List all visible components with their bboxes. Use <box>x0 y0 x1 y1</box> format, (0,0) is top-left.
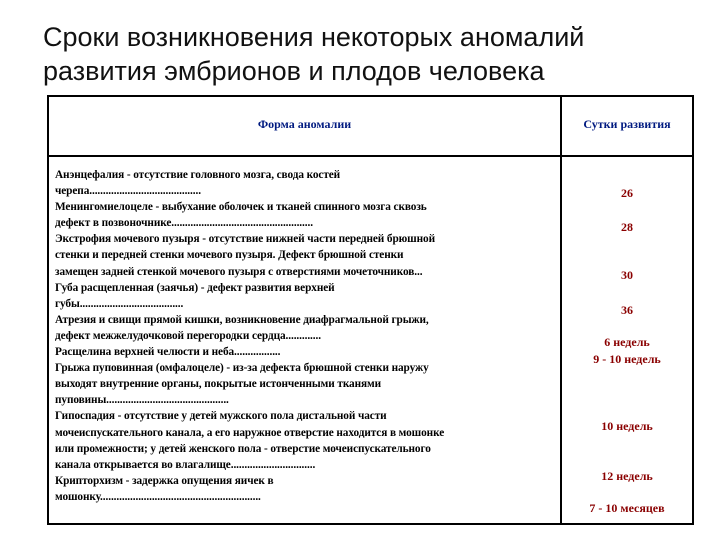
value-hypospadias: 12 недель <box>601 469 653 483</box>
value-rectal-atresia: 6 недель <box>604 335 650 349</box>
table-row-line: или промежности; у детей женского пола - отверстие мочеиспускательного <box>55 442 431 455</box>
table-row-line: дефект межжелудочковой перегородки сердца............. <box>55 329 321 342</box>
title-line-2: развития эмбрионов и плодов человека <box>43 56 545 86</box>
table-row-line: губы...................................... <box>55 297 184 310</box>
table-row-line: Крипторхизм - задержка опущения яичек в <box>55 474 274 487</box>
header-anomaly-form: Форма аномалии <box>257 117 352 131</box>
table-row-line: мочеиспускательного канала, а его наружное отверстие находится в мошонке <box>55 426 445 439</box>
table-row-line: стенки и передней стенки мочевого пузыря. Дефект брюшной стенки <box>55 249 404 262</box>
table-row-line: Анэнцефалия - отсутствие головного мозга, свода костей <box>55 169 341 181</box>
slide-title <box>43 20 703 88</box>
header-divider <box>49 155 692 157</box>
anomaly-table <box>47 95 694 525</box>
table-row-line: дефект в позвоночнике.................................................... <box>55 217 313 230</box>
header-development-days: Сутки развития <box>583 117 671 131</box>
value-meningomyelocele: 28 <box>621 220 633 234</box>
value-anencephaly: 26 <box>621 186 633 200</box>
value-cleft-palate: 9 - 10 недель <box>593 352 661 366</box>
table-row-line: канала открывается во влагалище............................... <box>55 458 316 471</box>
anomaly-descriptions <box>55 167 557 505</box>
table-row-line: Губа расщепленная (заячья) - дефект развития верхней <box>55 281 335 294</box>
table-row-line: Расщелина верхней челюсти и неба................. <box>55 346 281 359</box>
table-row-line: Менингомиелоцеле - выбухание оболочек и тканей спинного мозга сквозь <box>55 201 427 214</box>
table-row-line: Грыжа пуповинная (омфалоцеле) - из-за дефекта брюшной стенки наружу <box>55 362 429 375</box>
table-row-line: Экстрофия мочевого пузыря - отсутствие нижней части передней брюшной <box>55 233 435 246</box>
table-row-line: мошонку........................................................... <box>55 490 261 503</box>
value-omphalocele: 10 недель <box>601 419 653 433</box>
value-cleft-lip: 36 <box>621 303 633 317</box>
title-line-1: Сроки возникновения некоторых аномалий <box>43 22 585 52</box>
table-row-line: Атрезия и свищи прямой кишки, возникновение диафрагмальной грыжи, <box>55 313 429 326</box>
table-row-line: замещен задней стенкой мочевого пузыря с отверстиями мочеточников... <box>55 265 423 278</box>
value-bladder-exstrophy: 30 <box>621 268 633 282</box>
value-cryptorchidism: 7 - 10 месяцев <box>589 501 665 515</box>
table-row-line: Гипоспадия - отсутствие у детей мужского пола дистальной части <box>55 410 387 423</box>
table-row-line: выходят внутренние органы, покрытые истонченными тканями <box>55 378 382 391</box>
table-row-line: черепа......................................... <box>55 185 201 198</box>
table-row-line: пуповины............................................. <box>55 394 229 407</box>
